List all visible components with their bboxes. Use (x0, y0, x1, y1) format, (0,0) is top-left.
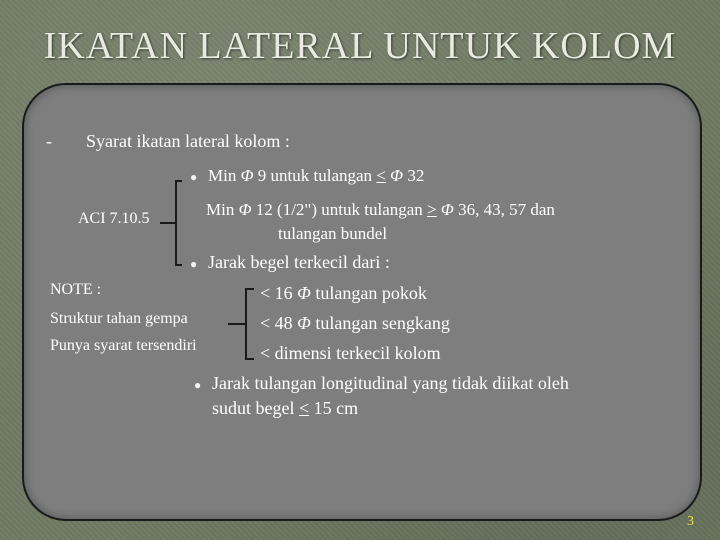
aci-reference: ACI 7.10.5 (78, 210, 150, 227)
min-phi12-prefix: Min (206, 200, 239, 219)
bullet-min-prefix: Min (208, 166, 241, 185)
sudut-begel-prefix: sudut begel (212, 398, 299, 418)
less-equal-sign: < (376, 166, 386, 185)
min-phi12-end: 36, 43, 57 dan (453, 200, 555, 219)
phi-symbol: Φ (238, 200, 252, 219)
bullet-min-phi9 (208, 166, 424, 186)
bullet-dot-2: ● (190, 257, 198, 271)
sub-item-16phi (260, 283, 427, 304)
bullet-dot-1: ● (190, 170, 198, 184)
section-heading: Syarat ikatan lateral kolom : (86, 131, 290, 151)
min-phi12-mid: 12 (1/2") untuk tulangan (251, 200, 428, 219)
bullet-jarak-longitudinal: Jarak tulangan longitudinal yang tidak diikat oleh (212, 373, 569, 393)
phi-symbol: Φ (240, 166, 254, 185)
sub-item-48phi-prefix: < 48 (260, 313, 298, 333)
sudut-begel-end: 15 cm (309, 398, 359, 418)
bullet-dot-3: ● (194, 378, 202, 392)
min-phi12-line (206, 200, 555, 220)
sub-item-16phi-prefix: < 16 (260, 283, 298, 303)
bullet-min-end: 32 (403, 166, 425, 185)
dash-marker: - (46, 131, 52, 151)
bullet-min-mid: 9 untuk tulangan (253, 166, 377, 185)
slide-title: IKATAN LATERAL UNTUK KOLOM (43, 25, 677, 67)
phi-symbol: Φ (297, 283, 311, 303)
greater-equal-sign: > (427, 200, 437, 219)
sub-item-16phi-end: tulangan pokok (310, 283, 427, 303)
sub-bracket (228, 287, 258, 363)
bundel-line: tulangan bundel (278, 224, 388, 243)
sub-item-48phi (260, 313, 450, 334)
phi-symbol: Φ (297, 313, 311, 333)
phi-symbol: Φ (390, 166, 404, 185)
aci-bracket (160, 179, 190, 269)
sub-item-48phi-end: tulangan sengkang (310, 313, 450, 333)
sub-item-dimensi: < dimensi terkecil kolom (260, 343, 441, 363)
page-number: 3 (687, 514, 694, 529)
bullet-jarak-begel: Jarak begel terkecil dari : (208, 252, 390, 272)
less-equal-sign: < (299, 398, 310, 418)
bullet-jarak-longitudinal-cont (212, 398, 358, 419)
note-line-gempa: Struktur tahan gempa (50, 310, 188, 327)
phi-symbol: Φ (440, 200, 454, 219)
note-label: NOTE : (50, 281, 102, 298)
note-line-syarat: Punya syarat tersendiri (50, 337, 197, 354)
